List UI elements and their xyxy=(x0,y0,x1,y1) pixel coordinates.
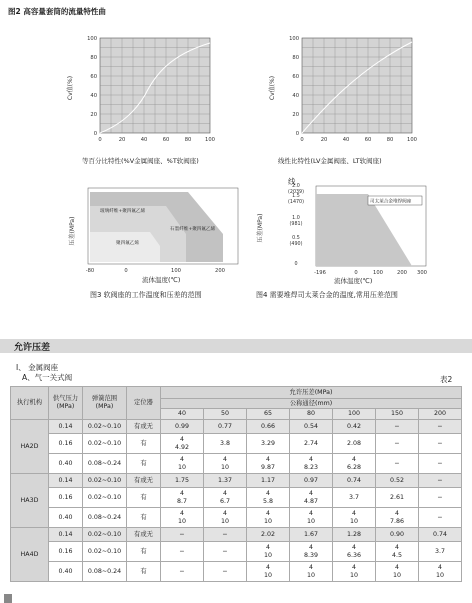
dn-header-cell: 40 xyxy=(161,409,204,420)
param-cell: 0.14 xyxy=(49,528,83,542)
header-dn: 公称通径(mm) xyxy=(161,399,462,409)
table-row xyxy=(11,562,462,582)
pressure-cell: 4 10 xyxy=(376,562,419,582)
dn-header-cell: 80 xyxy=(290,409,333,420)
header-allow: 允许压差(MPa) xyxy=(161,387,462,399)
y-tick-label: 40 xyxy=(292,93,299,99)
param-cell: 0.02~0.10 xyxy=(83,420,127,434)
pressure-cell: 4 10 xyxy=(204,508,247,528)
dn-header-cell: 65 xyxy=(247,409,290,420)
table-row xyxy=(11,542,462,562)
pressure-cell: 4 4.87 xyxy=(290,488,333,508)
pressure-cell: 1.17 xyxy=(247,474,290,488)
pressure-cell: 4 9.87 xyxy=(247,454,290,474)
x-tick-label: 100 xyxy=(373,270,383,276)
pressure-cell: − xyxy=(204,542,247,562)
y-tick-label: 20 xyxy=(90,112,97,118)
pressure-cell: 4 10 xyxy=(290,508,333,528)
pressure-cell: 4 7.86 xyxy=(376,508,419,528)
pressure-cell: 0.54 xyxy=(290,420,333,434)
x-tick-label: 60 xyxy=(162,137,170,143)
pressure-cell: 4 5.8 xyxy=(247,488,290,508)
fig2-left-caption: 等百分比特性(%V金属阀座、%T软阀座) xyxy=(82,157,199,165)
y-tick-label: 100 xyxy=(87,36,97,42)
pressure-cell: 4 10 xyxy=(204,454,247,474)
allowable-pressure-table xyxy=(10,386,462,582)
y-tick-label: 0 xyxy=(295,131,299,137)
x-tick-label: 200 xyxy=(215,268,225,274)
table-row xyxy=(11,454,462,474)
param-cell: 0.40 xyxy=(49,454,83,474)
param-cell: 0.08~0.24 xyxy=(83,562,127,582)
x-tick-label: 200 xyxy=(397,270,407,276)
actuator-cell: HA3D xyxy=(11,474,49,528)
pressure-cell: − xyxy=(161,542,204,562)
param-cell: 0.02~0.10 xyxy=(83,528,127,542)
dn-header-cell: 50 xyxy=(204,409,247,420)
pressure-cell: 3.29 xyxy=(247,434,290,454)
table-number: 表2 xyxy=(440,375,453,384)
section-band xyxy=(0,339,472,353)
param-cell: 0.16 xyxy=(49,542,83,562)
x-tick-label: 0 xyxy=(354,270,358,276)
header-spring: 弹簧范围 (MPa) xyxy=(83,387,127,420)
y-tick-paren: (2039) xyxy=(288,190,304,195)
x-tick-label: 20 xyxy=(320,137,328,143)
fig3-caption: 图3 软阀座的工作温度和压差的范围 xyxy=(90,291,202,299)
pressure-cell: 1.67 xyxy=(290,528,333,542)
pressure-cell: 0.77 xyxy=(204,420,247,434)
fig2-title: 图2 高容量套筒的流量特性曲 xyxy=(8,7,106,16)
pressure-cell: 0.42 xyxy=(333,420,376,434)
pressure-cell: 0.90 xyxy=(376,528,419,542)
pressure-cell: 3.7 xyxy=(333,488,376,508)
pressure-cell: 3.7 xyxy=(419,542,462,562)
param-cell: 有 xyxy=(127,488,161,508)
y-tick-label: 60 xyxy=(292,74,299,80)
x-tick-label: 100 xyxy=(407,137,417,143)
dn-header-cell: 200 xyxy=(419,409,462,420)
fig3-region3-label: 聚四氟乙烯 xyxy=(116,241,139,246)
pressure-cell: − xyxy=(419,420,462,434)
fig2-left-ylabel: Cv值(%) xyxy=(67,75,74,101)
pressure-cell: 4 8.7 xyxy=(161,488,204,508)
param-cell: 0.16 xyxy=(49,488,83,508)
pressure-cell: 1.28 xyxy=(333,528,376,542)
x-tick-label: 0 xyxy=(98,137,102,143)
pressure-cell: 4 10 xyxy=(161,454,204,474)
fig4-ylabel: 压差(MPa) xyxy=(257,213,264,243)
pressure-cell: 4 6.28 xyxy=(333,454,376,474)
param-cell: 有 xyxy=(127,508,161,528)
section-title: 允许压差 xyxy=(14,343,51,353)
fig2-right-caption: 线性比特性(LV金属阀座、LT软阀座) xyxy=(278,157,382,165)
y-tick-label: 100 xyxy=(289,36,299,42)
y-tick-paren: (1470) xyxy=(288,200,304,205)
param-cell: 有 xyxy=(127,542,161,562)
x-tick-label: 40 xyxy=(140,137,148,143)
fig2-left-chart xyxy=(60,30,220,160)
y-tick-label: 0 xyxy=(93,131,97,137)
pressure-cell: 4 10 xyxy=(247,542,290,562)
y-tick-label: 60 xyxy=(90,74,97,80)
pressure-cell: 1.75 xyxy=(161,474,204,488)
x-tick-label: -80 xyxy=(85,268,95,274)
param-cell: 有 xyxy=(127,434,161,454)
pressure-cell: 4 8.39 xyxy=(290,542,333,562)
fig3-inner-region xyxy=(90,232,160,262)
param-cell: 0.08~0.24 xyxy=(83,508,127,528)
pressure-cell: 2.02 xyxy=(247,528,290,542)
fig2-right-ylabel: Cv值(%) xyxy=(269,75,276,101)
pressure-cell: 0.52 xyxy=(376,474,419,488)
table-row xyxy=(11,488,462,508)
pressure-cell: − xyxy=(204,528,247,542)
pressure-cell: − xyxy=(376,434,419,454)
header-air: 供气压力 (MPa) xyxy=(49,387,83,420)
pressure-cell: − xyxy=(161,562,204,582)
y-tick-value: 0.5 xyxy=(292,236,300,241)
pressure-cell: 4 6.36 xyxy=(333,542,376,562)
pressure-cell: 4 10 xyxy=(333,562,376,582)
x-tick-label: 0 xyxy=(300,137,304,143)
pressure-cell: − xyxy=(419,434,462,454)
y-tick-label: 40 xyxy=(90,93,97,99)
pressure-cell: 0.66 xyxy=(247,420,290,434)
header-mech: 执行机构 xyxy=(11,387,49,420)
pressure-cell: 4 6.7 xyxy=(204,488,247,508)
pressure-cell: 4 10 xyxy=(333,508,376,528)
pressure-cell: − xyxy=(419,474,462,488)
pressure-cell: 4 10 xyxy=(161,508,204,528)
x-tick-label: 0 xyxy=(124,268,128,274)
pressure-cell: 1.37 xyxy=(204,474,247,488)
table-row xyxy=(11,528,462,542)
fig3-chart xyxy=(68,186,248,286)
param-cell: 0.16 xyxy=(49,434,83,454)
pressure-cell: 4 8.23 xyxy=(290,454,333,474)
pressure-cell: 4 4.92 xyxy=(161,434,204,454)
param-cell: 0.40 xyxy=(49,508,83,528)
y-tick-value: 1.5 xyxy=(292,194,300,199)
fig3-xlabel: 流体温度(℃) xyxy=(142,276,181,284)
fig3-ylabel: 压差(MPa) xyxy=(69,216,76,246)
param-cell: 有 xyxy=(127,454,161,474)
dn-header-cell: 150 xyxy=(376,409,419,420)
y-tick-label: 20 xyxy=(292,112,299,118)
y-tick-label: 80 xyxy=(90,55,97,61)
pressure-cell: 2.74 xyxy=(290,434,333,454)
pressure-cell: 4 10 xyxy=(247,508,290,528)
pressure-cell: 0.74 xyxy=(419,528,462,542)
pressure-cell: − xyxy=(376,454,419,474)
pressure-cell: − xyxy=(419,454,462,474)
y-tick-value: 0 xyxy=(294,262,298,267)
fig4-caption: 图4 需要堆焊司太莱合金的温度,常用压差范围 xyxy=(256,291,398,299)
param-cell: 有或无 xyxy=(127,528,161,542)
pressure-cell: 0.74 xyxy=(333,474,376,488)
param-cell: 0.02~0.10 xyxy=(83,434,127,454)
param-cell: 0.02~0.10 xyxy=(83,542,127,562)
x-tick-label: 100 xyxy=(171,268,181,274)
pressure-cell: 0.97 xyxy=(290,474,333,488)
dn-header-cell: 100 xyxy=(333,409,376,420)
pressure-cell: 2.08 xyxy=(333,434,376,454)
actuator-cell: HA2D xyxy=(11,420,49,474)
x-tick-label: 100 xyxy=(205,137,215,143)
param-cell: 0.14 xyxy=(49,420,83,434)
x-tick-label: 20 xyxy=(118,137,126,143)
fig4-region-label: 司太莱合金堆焊阀座 xyxy=(370,199,412,205)
param-cell: 0.40 xyxy=(49,562,83,582)
pressure-cell: 4 4.5 xyxy=(376,542,419,562)
table-row xyxy=(11,474,462,488)
y-tick-paren: (981) xyxy=(289,222,303,227)
x-tick-label: 40 xyxy=(342,137,350,143)
param-cell: 0.14 xyxy=(49,474,83,488)
pressure-cell: 2.61 xyxy=(376,488,419,508)
pressure-cell: 4 10 xyxy=(290,562,333,582)
x-tick-label: 60 xyxy=(364,137,372,143)
pressure-cell: 3.8 xyxy=(204,434,247,454)
table-row xyxy=(11,508,462,528)
fig3-region2-label: 石墨纤维+聚四氟乙烯 xyxy=(170,227,216,232)
param-cell: 0.02~0.10 xyxy=(83,488,127,508)
param-cell: 0.08~0.24 xyxy=(83,454,127,474)
param-cell: 有或无 xyxy=(127,420,161,434)
x-tick-label: -196 xyxy=(314,270,326,276)
y-tick-label: 80 xyxy=(292,55,299,61)
section-h1: I、 金属阀座 xyxy=(16,363,59,372)
page-corner-mark xyxy=(4,594,12,603)
pressure-cell: − xyxy=(204,562,247,582)
pressure-cell: − xyxy=(419,488,462,508)
y-tick-value: 1.0 xyxy=(292,216,300,221)
fig4-top-label: 线 xyxy=(288,177,296,186)
pressure-cell: − xyxy=(376,420,419,434)
header-positioner: 定位器 xyxy=(127,387,161,420)
pressure-cell: 4 10 xyxy=(247,562,290,582)
fig2-right-chart xyxy=(262,30,422,160)
actuator-cell: HA4D xyxy=(11,528,49,582)
param-cell: 有 xyxy=(127,562,161,582)
y-tick-paren: (490) xyxy=(289,242,303,247)
x-tick-label: 80 xyxy=(184,137,192,143)
fig4-chart xyxy=(256,180,446,280)
section-h2: A、气一关式阀 xyxy=(22,373,73,382)
table-row xyxy=(11,420,462,434)
param-cell: 有或无 xyxy=(127,474,161,488)
pressure-cell: − xyxy=(161,528,204,542)
param-cell: 0.02~0.10 xyxy=(83,474,127,488)
pressure-cell: 4 10 xyxy=(419,562,462,582)
pressure-cell: − xyxy=(419,508,462,528)
fig3-region1-label: 玻璃纤维+聚四氟乙烯 xyxy=(100,209,146,214)
table-row xyxy=(11,434,462,454)
fig4-xlabel: 流体温度(℃) xyxy=(334,277,373,285)
x-tick-label: 80 xyxy=(386,137,394,143)
y-tick-value: 2.0 xyxy=(292,184,300,189)
x-tick-label: 300 xyxy=(417,270,427,276)
pressure-cell: 0.99 xyxy=(161,420,204,434)
